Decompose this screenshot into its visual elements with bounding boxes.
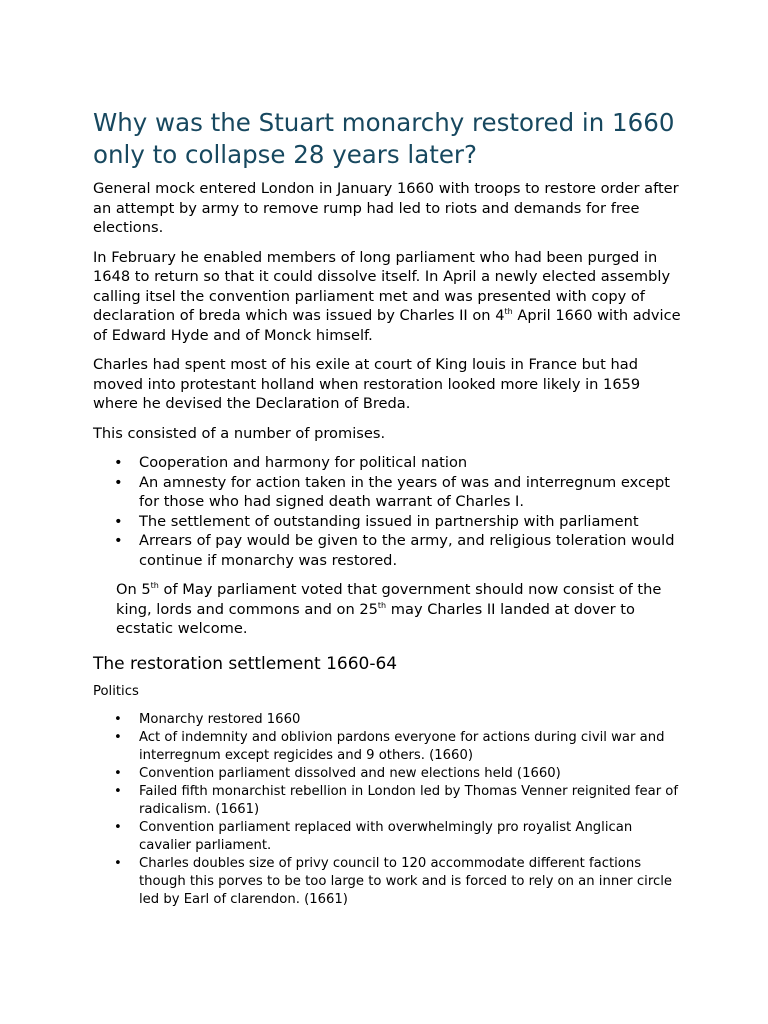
list-item [93,819,683,855]
paragraph-5-text-c: may Charles II landed at dover to ecstatic welcome. [116,600,635,637]
list-item-text: Charles doubles size of privy council to 120 accommodate different factions though this porves to be too large to work and is forced to rely on an inner circle led by Earl of clarendon. (1661) [139,855,672,907]
bullet-icon: • [114,473,123,491]
paragraph-5-superscript-1: th [150,581,159,590]
paragraph-2-text-b: April 1660 with advice of Edward Hyde and of Monck himself. [93,307,681,344]
list-item-text: The settlement of outstanding issued in partnership with parliament [139,512,639,530]
bullet-icon: • [114,711,122,727]
list-item [93,729,683,765]
section-subheading: Politics [93,683,139,699]
promises-list [93,453,683,570]
paragraph-2-text-a: In February he enabled members of long parliament who had been purged in 1648 to return so that it could dissolve itself. In April a newly elected assembly calling itsel the convention parliament met and was presented with copy of declaration of breda which was issued by Charles II on 4 [93,248,671,324]
bullet-icon: • [114,532,123,549]
bullet-icon: • [114,855,122,871]
list-item [93,531,683,570]
list-item-text: Failed fifth monarchist rebellion in London led by Thomas Venner reignited fear of radicalism. (1661) [139,783,679,817]
bullet-icon: • [114,729,122,745]
list-item-text: Convention parliament replaced with overwhelmingly pro royalist Anglican cavalier parliament. [139,819,633,853]
document-page [93,107,683,919]
paragraph-5-superscript-2: th [377,600,387,610]
bullet-icon: • [114,783,122,799]
list-item [93,765,683,783]
list-item-text: An amnesty for action taken in the years of was and interregnum except for those who had signed death warrant of Charles I. [139,473,670,510]
list-item [93,473,683,512]
paragraph-5-text-b: of May parliament voted that government should now consist of the king, lords and commons and on 25 [116,581,662,618]
paragraph-3: Charles had spent most of his exile at court of King louis in France but had moved into protestant holland when restoration looked more likely in 1659 where he devised the Declaration of Breda. [93,356,641,412]
list-item-text: Cooperation and harmony for political nation [139,454,468,471]
paragraph-2 [93,248,683,346]
bullet-icon: • [114,819,122,835]
paragraph-5 [116,580,683,639]
list-item [93,783,683,819]
page-title: Why was the Stuart monarchy restored in 1660 only to collapse 28 years later? [93,108,675,169]
paragraph-1: General mock entered London in January 1660 with troops to restore order after an attempt by army to remove rump had led to riots and demands for free elections. [93,180,679,236]
politics-list [93,711,683,909]
paragraph-5-text-a: On 5 [116,581,151,598]
list-item-text: Act of indemnity and oblivion pardons everyone for actions during civil war and interregnum except regicides and 9 others. (1660) [139,729,665,763]
list-item [93,855,683,909]
paragraph-4: This consisted of a number of promises. [93,424,386,442]
paragraph-2-superscript: th [504,307,513,316]
list-item [93,453,683,473]
list-item-text: Convention parliament dissolved and new elections held (1660) [139,765,561,781]
list-item [93,711,683,729]
section-heading: The restoration settlement 1660-64 [93,653,398,674]
bullet-icon: • [114,512,123,530]
bullet-icon: • [114,454,123,471]
list-item-text: Monarchy restored 1660 [139,711,301,727]
bullet-icon: • [114,765,122,781]
list-item-text: Arrears of pay would be given to the army, and religious toleration would continue if monarchy was restored. [139,532,675,569]
list-item [93,512,683,532]
